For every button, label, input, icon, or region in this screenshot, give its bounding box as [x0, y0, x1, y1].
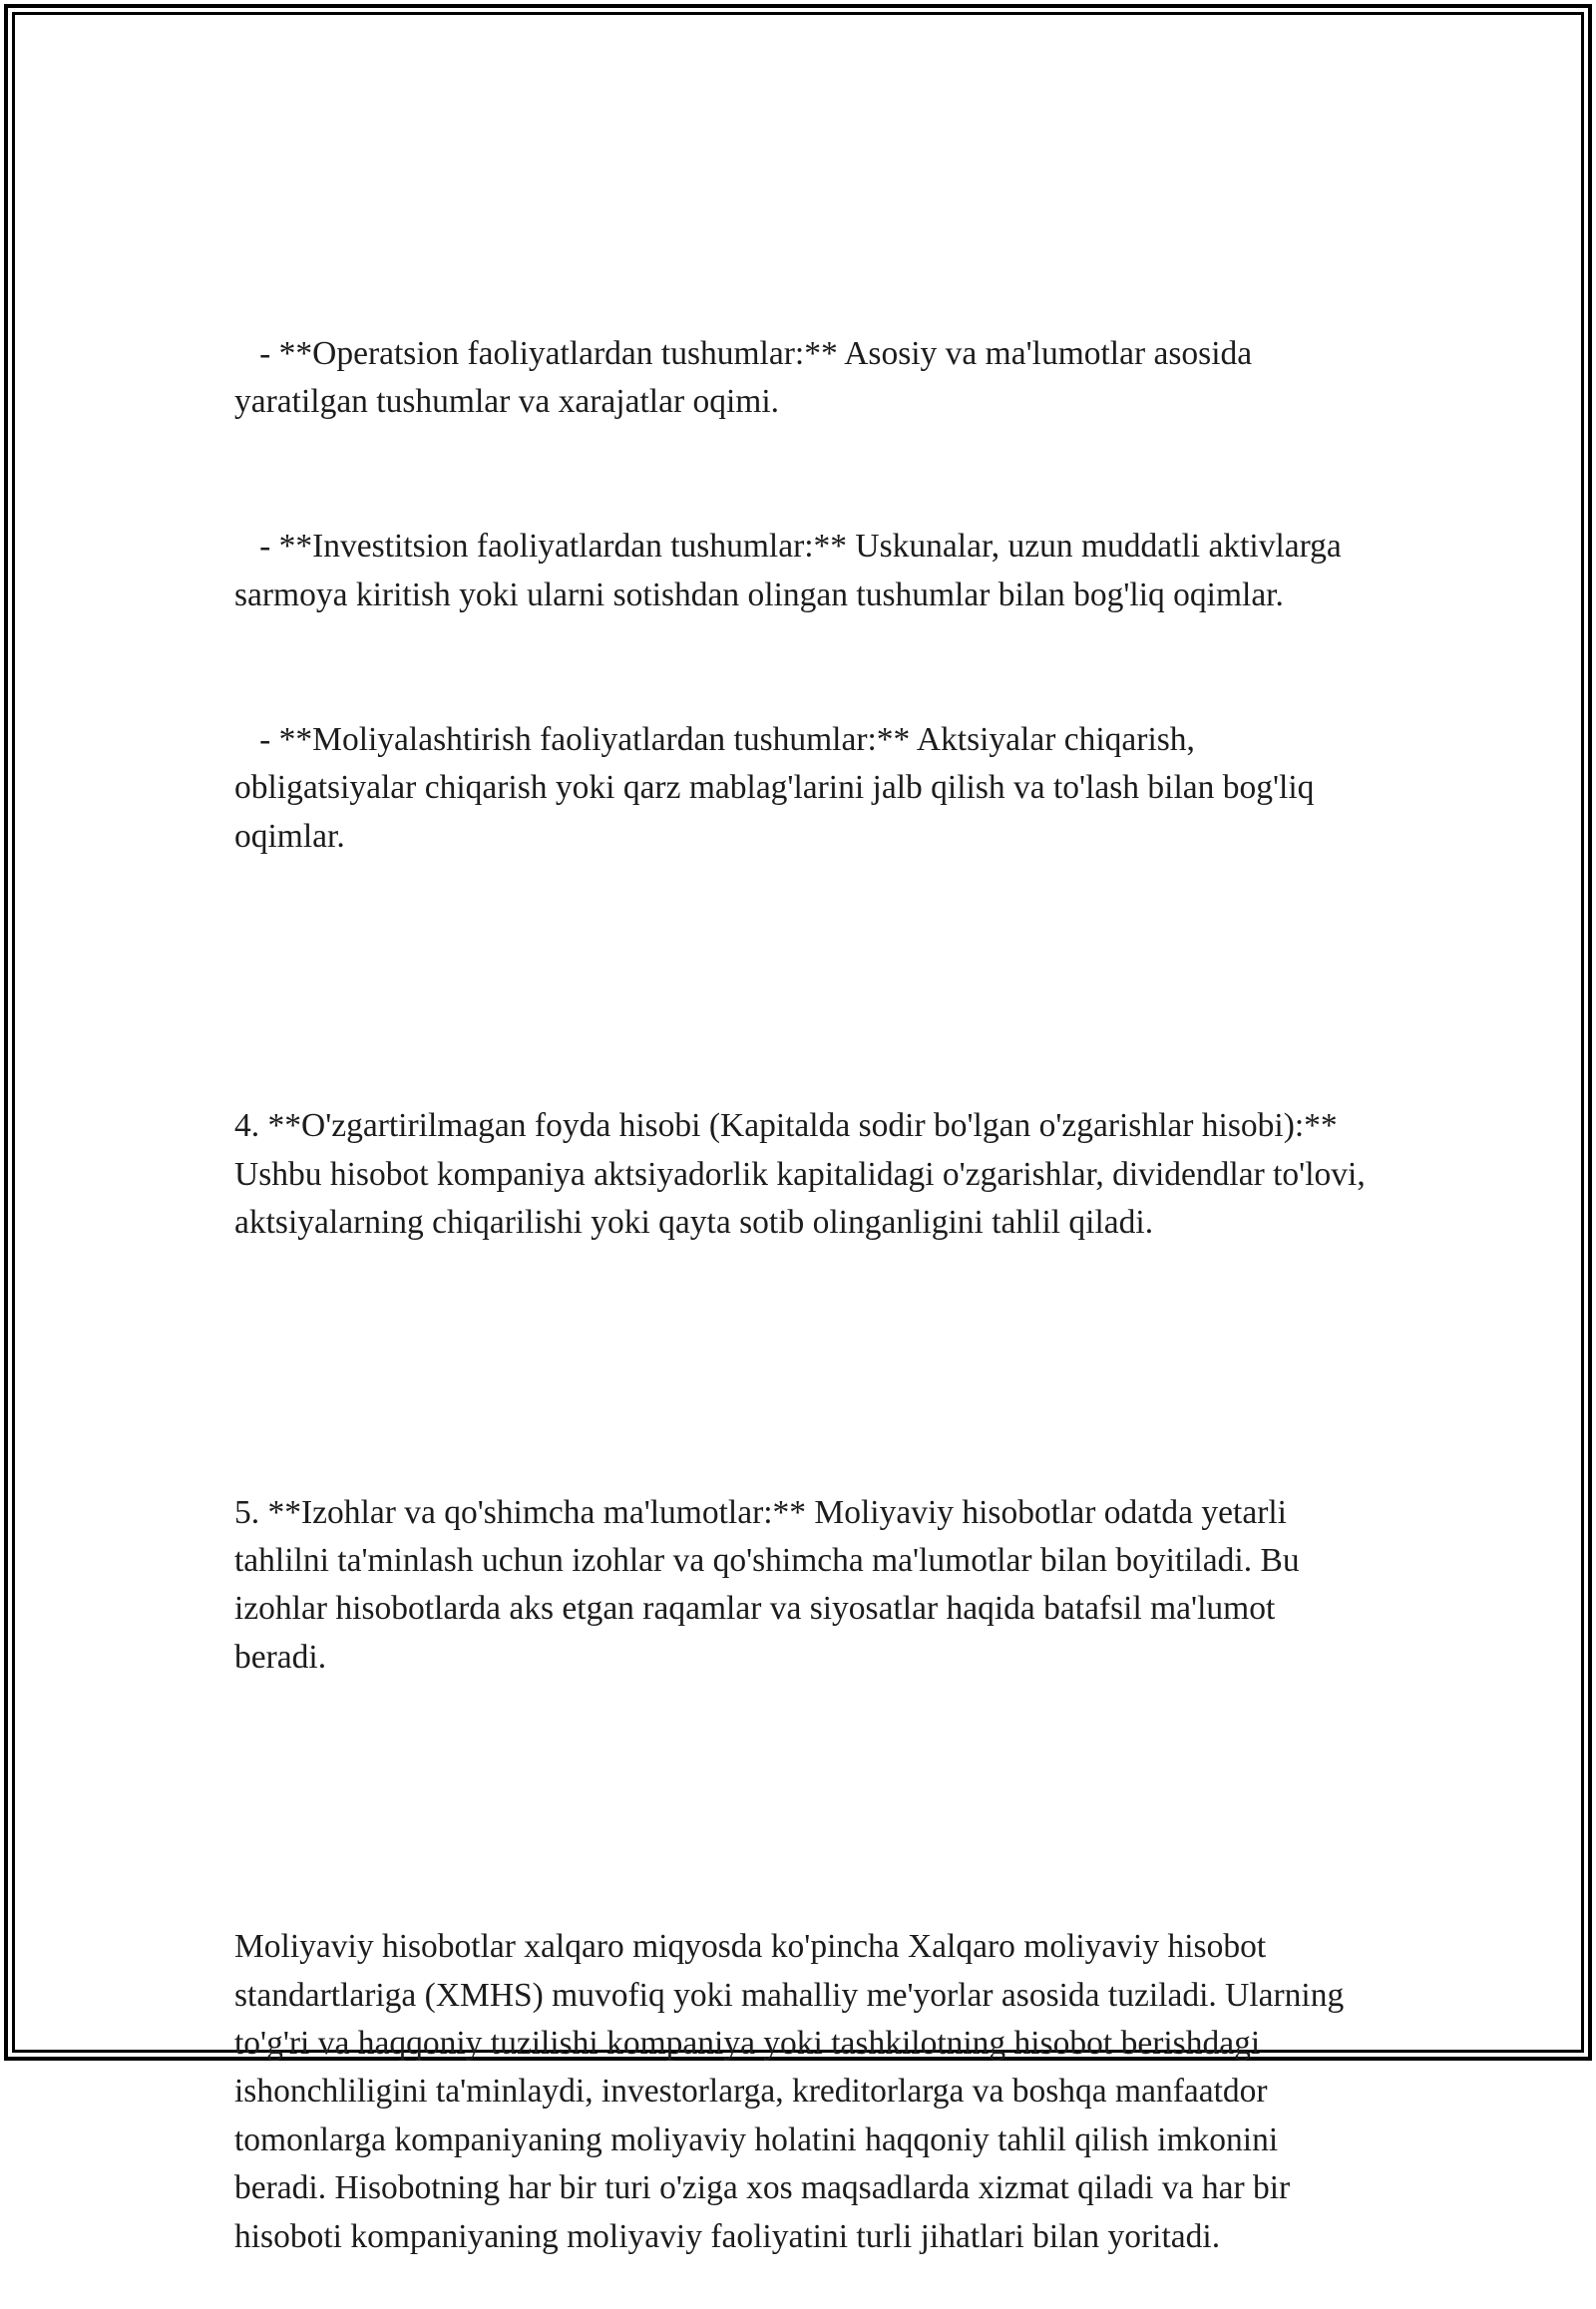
document-body	[234, 233, 1375, 2309]
conclusion-paragraph: Moliyaviy hisobotlar xalqaro miqyosda ko'pincha Xalqaro moliyaviy hisobot standartlariga (XMHS) muvofiq yoki mahalliy me'yorlar asosida tuziladi. Ularning to'g'ri va haqqoniy tuzilishi kompaniya yoki tashkilotning hisobot berishdagi ishonchliligini ta'minlaydi, investorlarga, kreditorlarga va boshqa manfaatdor tomonlarga kompaniyaning moliyaviy holatini haqqoniy tahlil qilish imkonini beradi. Hisobotning har bir turi o'ziga xos maqsadlarda xizmat qiladi va har bir hisoboti kompaniyaning moliyaviy faoliyatini turli jihatlari bilan yoritadi.	[234, 1928, 1353, 2255]
paragraph-spacer	[234, 958, 1372, 1005]
paragraph-spacer	[234, 1778, 1372, 1826]
retained-earnings-item: 4. **O'zgartirilmagan foyda hisobi (Kapitalda sodir bo'lgan o'zgarishlar hisobi):** Ushbu hisobot kompaniya aktsiyadorlik kapitalidagi o'zgarishlar, dividendlar to'lovi, aktsiyalarning chiqarilishi yoki qayta sotib olinganligini tahlil qiladi.	[234, 1107, 1375, 1242]
paragraph-spacer	[234, 1344, 1372, 1391]
cash-flow-financing-item: - **Moliyalashtirish faoliyatlardan tushumlar:** Aktsiyalar chiqarish, obligatsiyalar chiqarish yoki qarz mablag'larini jalb qilish va to'lash bilan bog'liq oqimlar.	[234, 721, 1323, 855]
cash-flow-investing-item: - **Investitsion faoliyatlardan tushumlar:** Uskunalar, uzun muddatli aktivlarga sarmoya kiritish yoki ularni sotishdan olingan tushumlar bilan bog'liq oqimlar.	[234, 528, 1351, 613]
notes-item: 5. **Izohlar va qo'shimcha ma'lumotlar:** Moliyaviy hisobotlar odatda yetarli tahlilni ta'minlash uchun izohlar va qo'shimcha ma'lumotlar bilan boyitiladi. Bu izohlar hisobotlarda aks etgan raqamlar va siyosatlar haqida batafsil ma'lumot beradi.	[234, 1493, 1308, 1676]
cash-flow-operating-item: - **Operatsion faoliyatlardan tushumlar:** Asosiy va ma'lumotlar asosida yaratilgan tushumlar va xarajatlar oqimi.	[234, 334, 1261, 421]
